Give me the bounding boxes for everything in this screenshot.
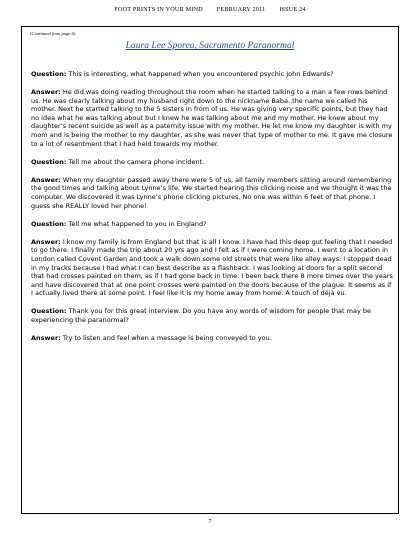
interview-body [31, 70, 393, 352]
answer-label: Answer: [31, 175, 61, 184]
question-text: This is interesting, what happened when you encountered psychic John Edwards? [66, 70, 334, 78]
qa-question [31, 220, 393, 229]
answer-label: Answer: [31, 237, 61, 246]
question-text: Tell me what happened to you in England? [66, 219, 207, 228]
page-number: 7 [208, 519, 212, 525]
continued-note: (Continued from page 6) [30, 31, 76, 36]
answer-label: Answer: [31, 88, 61, 97]
answer-text: He did was doing reading throughout the room when he started talking to a man a few rows behind us. He was clearly talking about my husband right down to the nickname Baba..the name we called his mother. Next he started talking to the 5 sisters in from of us. He was giving very specific points, but they had no idea what he was talking about but I knew he was talking about me and my mother. He knew about my daughter’s recent suicide as well as a paternity issue with my mother. He let me know my daughter is with my mom and is being the mother to my daughter, as she was never that type of mother to me. It gave me closure to a lot of resentment that I had held towards my mother. [31, 88, 393, 148]
qa-answer [31, 238, 393, 298]
qa-question [31, 307, 393, 324]
answer-text: I know my family is from England but that is all I know. I have had this deep gut feeling that I needed to go there. I finally made the trip about 20 yrs ago and I felt as if I were coming home. I went to a location in London called Covent Garden and took a walk down some old streets that were like alley ways. I stopped dead in my tracks because I had what I can best describe as a flashback. I was looking at doors for a split second that had crosses painted on them, as if I had gone back in time. I been back there 8 more times over the years and have discovered that at one point crosses were painted on the doors because of the plague. It seems as if I actually lived there at some point. I feel like it is my home away from home. A touch of déjà vu. [31, 237, 393, 298]
question-label: Question: [31, 70, 67, 78]
page-header [0, 6, 420, 13]
publication-name: FOOT PRINTS IN YOUR MIND [114, 6, 203, 13]
article-title: Laura Lee Sporea, Sacramento Paranormal [125, 40, 295, 51]
qa-answer [31, 176, 393, 210]
answer-text: Try to listen and feel when a message is being conveyed to you. [60, 334, 272, 343]
qa-question [31, 70, 393, 79]
question-label: Question: [31, 157, 67, 166]
qa-answer [31, 334, 393, 343]
question-text: Thank you for this great interview. Do you have any words of wisdom for people that may be experiencing the paranormal? [31, 307, 371, 325]
answer-text: When my daughter passed away there were 5 of us, all family members sitting around remembering the good times and talking about Lynne’s life. We started hearing this clicking noise and we thought it was the computer. We discovered it was Lynne’s phone clicking pictures. No one was within 6 feet of that phone. I guess she REALLY loved her phone! [31, 175, 392, 210]
issue-number: ISSUE 24 [279, 6, 306, 13]
question-label: Question: [31, 307, 67, 316]
qa-answer [31, 88, 393, 148]
issue-date: FEBRUARY 2011 [216, 6, 266, 13]
answer-label: Answer: [31, 334, 61, 343]
question-text: Tell me about the camera phone incident. [66, 157, 205, 166]
qa-question [31, 158, 393, 167]
question-label: Question: [31, 219, 67, 228]
